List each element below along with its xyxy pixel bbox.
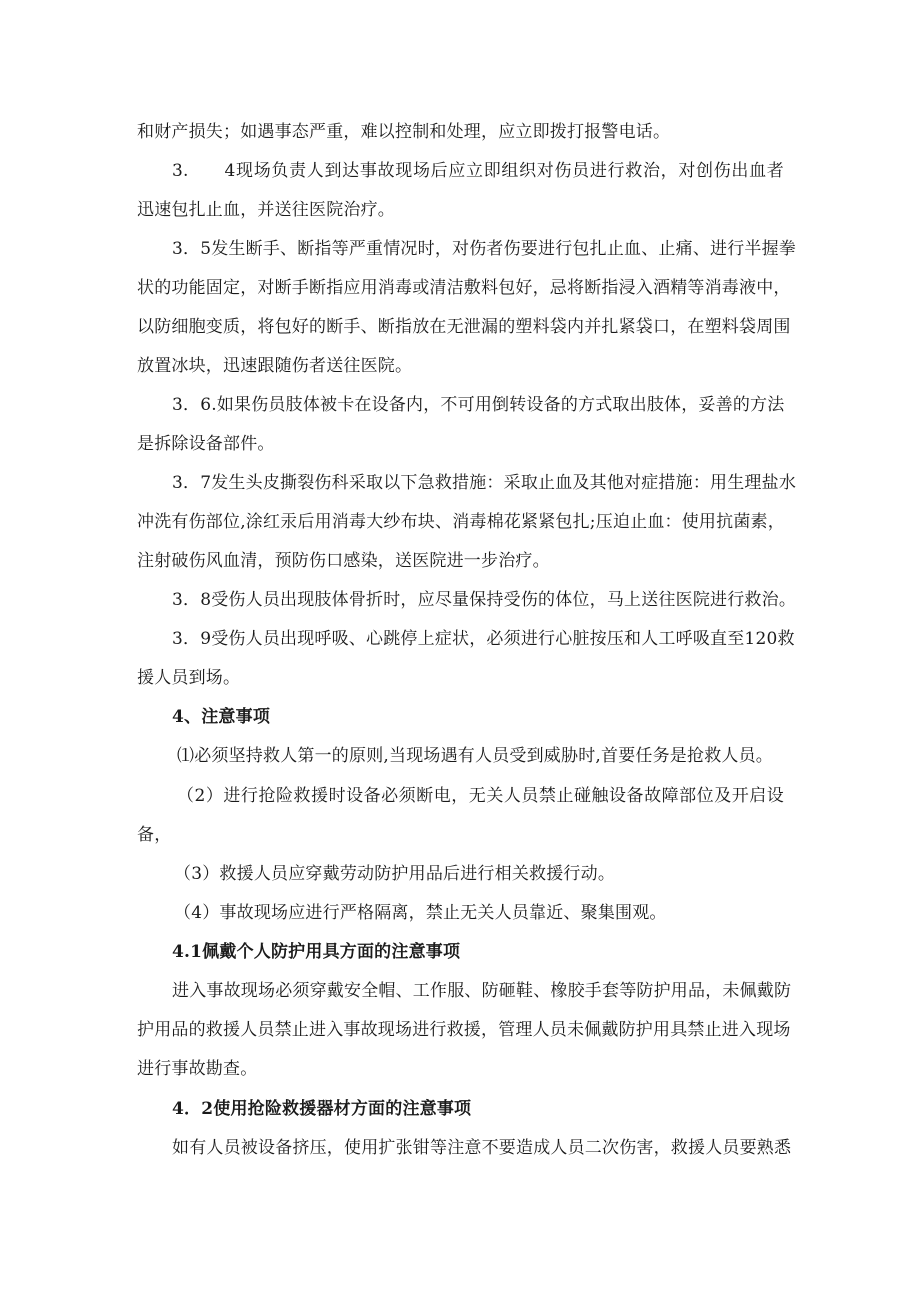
- text-line-20: （3）救援人员应穿戴劳动防护用品后进行相关救援行动。: [174, 864, 616, 884]
- text-line-3: 迅速包扎止血，并送往医院治疗。: [137, 200, 395, 220]
- text-line-4: 3．5发生断手、断指等严重情况时，对伤者伤要进行包扎止血、止痛、进行半握拳: [172, 239, 797, 259]
- text-line-25: 进行事故勘查。: [137, 1059, 258, 1079]
- text-line-13: 3．8受伤人员出现肢体骨折时，应尽量保持受伤的体位，马上送往医院进行救治。: [172, 590, 797, 610]
- text-line-7: 放置冰块，迅速跟随伤者送往医院。: [137, 356, 413, 376]
- section-heading-4-1: 4.1佩戴个人防护用具方面的注意事项: [172, 942, 461, 962]
- section-heading-4-2: 4．2使用抢险救援器材方面的注意事项: [172, 1099, 472, 1119]
- text-line-9: 是拆除设备部件。: [137, 434, 275, 454]
- text-line-21: （4）事故现场应进行严格隔离，禁止无关人员靠近、聚集围观。: [174, 903, 667, 923]
- text-line-27: 如有人员被设备挤压，使用扩张钳等注意不要造成人员二次伤害，救援人员要熟悉: [172, 1138, 792, 1158]
- text-line-12: 注射破伤风血清，预防伤口感染，送医院进一步治疗。: [137, 551, 550, 571]
- text-line-24: 护用品的救援人员禁止进入事故现场进行救援，管理人员未佩戴防护用具禁止进入现场: [137, 1020, 791, 1040]
- text-line-18: （2）进行抢险救援时设备必须断电，无关人员禁止碰触设备故障部位及开启设: [177, 786, 784, 806]
- text-line-15: 援人员到场。: [137, 668, 241, 688]
- text-line-17: ⑴必须坚持救人第一的原则,当现场遇有人员受到威胁时,首要任务是抢救人员。: [177, 746, 774, 766]
- text-line-5: 状的功能固定，对断手断指应用消毒或清洁敷料包好，忌将断指浸入酒精等消毒液中，: [137, 278, 791, 298]
- text-line-19: 备，: [137, 825, 172, 845]
- text-line-2: 3. 4现场负责人到达事故现场后应立即组织对伤员进行救治，对创伤出血者: [172, 161, 784, 181]
- text-line-6: 以防细胞变质，将包好的断手、断指放在无泄漏的塑料袋内并扎紧袋口，在塑料袋周围: [137, 317, 791, 337]
- text-line-23: 进入事故现场必须穿戴安全帽、工作服、防砸鞋、橡胶手套等防护用品，未佩戴防: [172, 981, 792, 1001]
- text-line-14: 3．9受伤人员出现呼吸、心跳停上症状，必须进行心脏按压和人工呼吸直至120救: [172, 629, 795, 649]
- text-line-8: 3．6.如果伤员肢体被卡在设备内，不可用倒转设备的方式取出肢体，妥善的方法: [172, 395, 785, 415]
- text-line-10: 3．7发生头皮撕裂伤科采取以下急救措施：采取止血及其他对症措施：用生理盐水: [172, 473, 797, 493]
- text-line-11: 冲洗有伤部位,涂红汞后用消毒大纱布块、消毒棉花紧紧包扎;压迫止血：使用抗菌素，: [137, 512, 785, 532]
- section-heading-4: 4、注意事项: [172, 707, 271, 727]
- text-line-1: 和财产损失；如遇事态严重，难以控制和处理，应立即拨打报警电话。: [137, 122, 671, 142]
